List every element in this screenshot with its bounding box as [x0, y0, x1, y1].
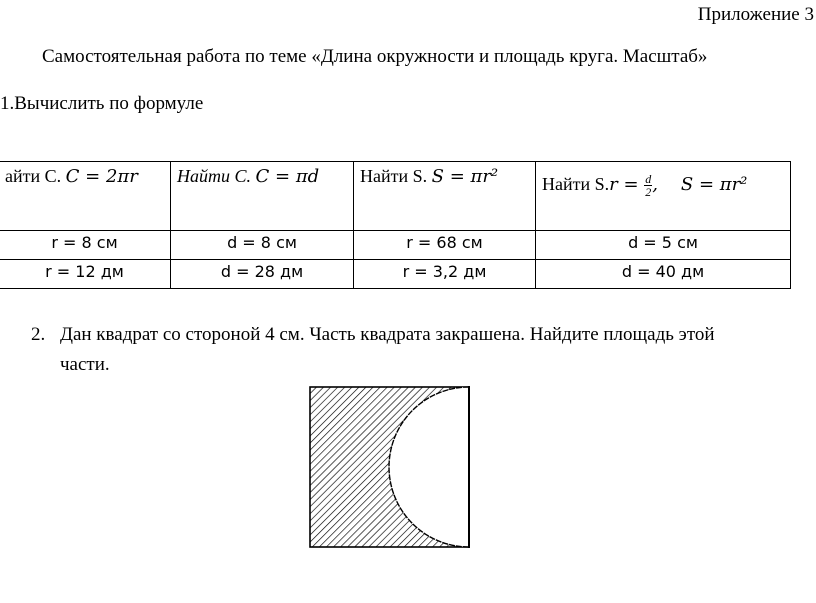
header-prefix: Найти С. [177, 166, 256, 186]
table-cell: r = 12 дм [0, 260, 171, 289]
header-formula: C = 2πr [65, 166, 138, 187]
appendix-label: Приложение 3 [697, 4, 814, 25]
header-prefix: Найти S. [542, 174, 610, 194]
header-prefix: Найти S. [360, 166, 432, 186]
square-with-semicircle-figure [306, 383, 474, 549]
header-cell-area-d [536, 162, 791, 231]
header-formula-s: , S = πr² [652, 174, 748, 195]
formula-table [0, 161, 791, 289]
task2-text-line1: Дан квадрат со стороной 4 см. Часть квадрата закрашена. Найдите площадь этой [60, 324, 715, 345]
table-row [0, 231, 791, 260]
table-cell: r = 8 см [0, 231, 171, 260]
header-cell-circumference-r [0, 162, 171, 231]
fraction-d-over-2: $\frac{d}{2}$ [645, 172, 652, 200]
header-prefix: айти С. [5, 166, 66, 186]
table-cell: r = 3,2 дм [354, 260, 536, 289]
table-cell: d = 5 см [536, 231, 791, 260]
task2-text-line2: части. [60, 354, 110, 375]
table-cell: d = 28 дм [171, 260, 354, 289]
table-row [0, 260, 791, 289]
task2 [31, 320, 811, 380]
table-header-row [0, 162, 791, 231]
table-cell: d = 8 см [171, 231, 354, 260]
header-formula-r: r = [609, 174, 645, 195]
header-cell-area-r [354, 162, 536, 231]
table-cell: r = 68 см [354, 231, 536, 260]
header-formula: C = πd [255, 166, 320, 187]
header-cell-circumference-d [171, 162, 354, 231]
task2-number: 2. [31, 324, 46, 345]
table-cell: d = 40 дм [536, 260, 791, 289]
page-title: Самостоятельная работа по теме «Длина окружности и площадь круга. Масштаб» [42, 46, 708, 67]
task1-heading: 1.Вычислить по формуле [0, 93, 204, 114]
header-formula: S = πr² [431, 166, 499, 187]
